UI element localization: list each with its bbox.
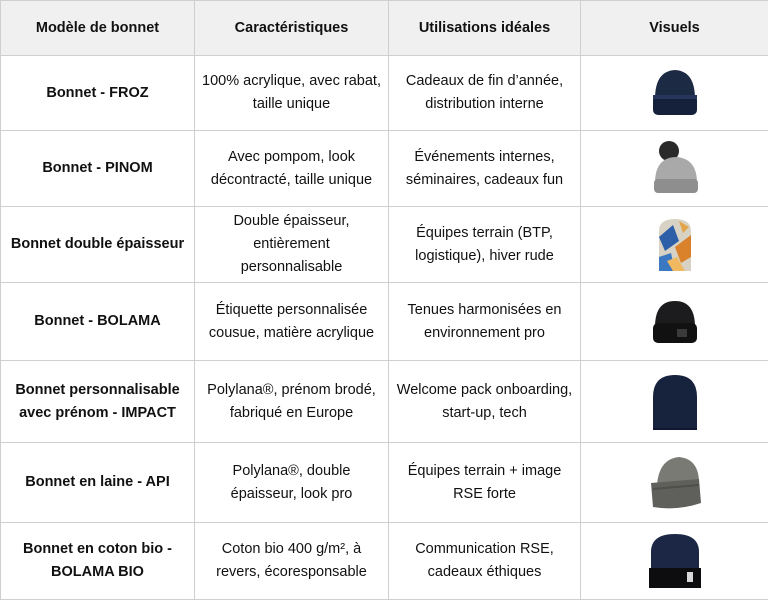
navy-cuffed-beanie-icon bbox=[645, 65, 705, 121]
features-cell: 100% acrylique, avec rabat, taille unique bbox=[195, 56, 389, 131]
table-row bbox=[1, 207, 768, 283]
black-labeled-beanie-icon bbox=[647, 297, 703, 347]
uses-cell: Welcome pack onboarding, start-up, tech bbox=[389, 361, 581, 443]
model-cell: Bonnet - FROZ bbox=[1, 56, 195, 131]
visual-cell bbox=[581, 56, 768, 131]
header-features: Caractéristiques bbox=[195, 1, 389, 56]
navy-plain-beanie-icon bbox=[647, 371, 703, 433]
uses-cell: Équipes terrain (BTP, logistique), hiver rude bbox=[389, 207, 581, 283]
header-uses: Utilisations idéales bbox=[389, 1, 581, 56]
model-cell: Bonnet - PINOM bbox=[1, 131, 195, 207]
visual-cell bbox=[581, 283, 768, 361]
visual-cell bbox=[581, 207, 768, 283]
header-row bbox=[1, 1, 768, 56]
printed-pattern-beanie-icon bbox=[655, 217, 695, 273]
grey-pompom-beanie-icon bbox=[645, 139, 705, 199]
uses-cell: Événements internes, séminaires, cadeaux fun bbox=[389, 131, 581, 207]
features-cell: Polylana®, double épaisseur, look pro bbox=[195, 443, 389, 523]
table-row bbox=[1, 131, 768, 207]
uses-cell: Équipes terrain + image RSE forte bbox=[389, 443, 581, 523]
features-cell: Polylana®, prénom brodé, fabriqué en Europe bbox=[195, 361, 389, 443]
navy-organic-beanie-icon bbox=[643, 530, 707, 592]
table-row bbox=[1, 443, 768, 523]
table-row bbox=[1, 56, 768, 131]
uses-cell: Tenues harmonisées en environnement pro bbox=[389, 283, 581, 361]
visual-cell bbox=[581, 361, 768, 443]
features-cell: Double épaisseur, entièrement personnalisable bbox=[195, 207, 389, 283]
visual-cell bbox=[581, 443, 768, 523]
model-cell: Bonnet - BOLAMA bbox=[1, 283, 195, 361]
model-cell: Bonnet en laine - API bbox=[1, 443, 195, 523]
table-row bbox=[1, 523, 768, 600]
uses-cell: Cadeaux de fin d’année, distribution interne bbox=[389, 56, 581, 131]
features-cell: Avec pompom, look décontracté, taille unique bbox=[195, 131, 389, 207]
features-cell: Étiquette personnalisée cousue, matière acrylique bbox=[195, 283, 389, 361]
model-cell: Bonnet en coton bio - BOLAMA BIO bbox=[1, 523, 195, 600]
table-row bbox=[1, 283, 768, 361]
model-cell: Bonnet double épaisseur bbox=[1, 207, 195, 283]
uses-cell: Communication RSE, cadeaux éthiques bbox=[389, 523, 581, 600]
header-model: Modèle de bonnet bbox=[1, 1, 195, 56]
model-cell: Bonnet personnalisable avec prénom - IMPACT bbox=[1, 361, 195, 443]
header-visuals: Visuels bbox=[581, 1, 768, 56]
visual-cell bbox=[581, 523, 768, 600]
table-row bbox=[1, 361, 768, 443]
features-cell: Coton bio 400 g/m², à revers, écoresponsable bbox=[195, 523, 389, 600]
grey-wool-beanie-icon bbox=[643, 453, 707, 513]
visual-cell bbox=[581, 131, 768, 207]
